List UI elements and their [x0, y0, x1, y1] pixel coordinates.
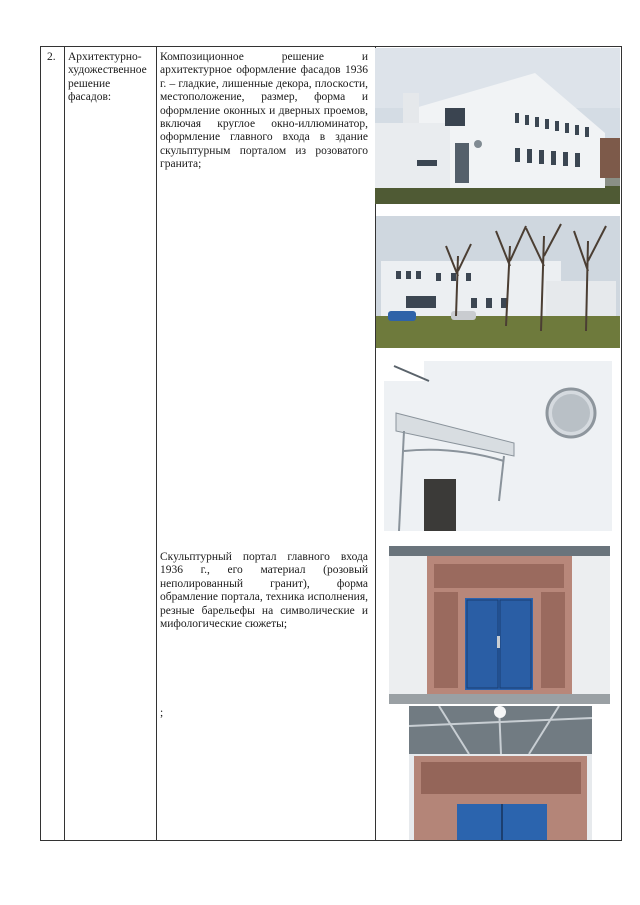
row-number: 2. [47, 51, 56, 63]
photo-granite-portal [389, 546, 610, 704]
description-portal: Скульптурный портал главного входа 1936 г., его материал (розовый неполированный гранит), форма обрамление портала, техника исполнения, резные барельефы на символические и мифологические сюжеты; [160, 551, 368, 631]
row-title-line: решение фасадов: [68, 77, 112, 104]
photo-building-facade [375, 48, 620, 204]
photo-porthole-window [384, 361, 612, 531]
description-semicolon: ; [160, 707, 164, 719]
column-divider [64, 47, 65, 840]
description-facades: Композиционное решение и архитектурное оформление фасадов 1936 г. – гладкие, лишенные декора, плоскости, местоположение, размер, форма и оформление оконных и дверных проемов, включая круглое окно-иллюминатор, оформление главного входа в здание скульптурным порталом из розоватого гранита; [160, 51, 368, 171]
row-title [68, 51, 154, 105]
column-divider [156, 47, 157, 840]
row-title-line: Архитектурно- [68, 51, 142, 63]
photo-portal-detail [409, 706, 592, 840]
photo-building-trees [376, 216, 620, 348]
row-title-line: художественное [68, 64, 147, 77]
